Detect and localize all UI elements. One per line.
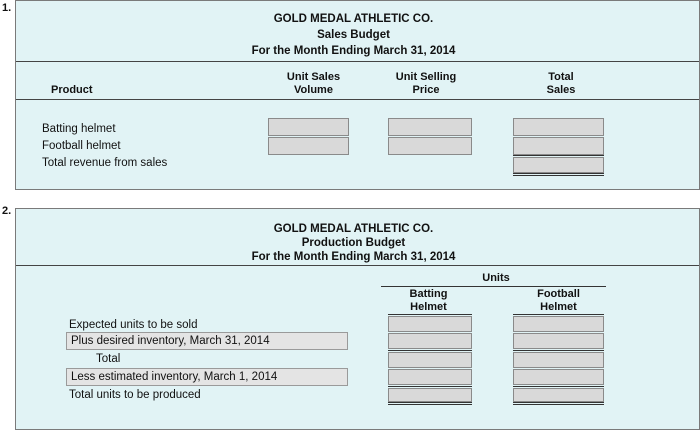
- football-subtotal-rule: [513, 350, 604, 351]
- header-divider-bottom: [16, 99, 699, 100]
- budget-period: For the Month Ending March 31, 2014: [251, 45, 456, 57]
- football-total-input[interactable]: [513, 352, 604, 368]
- question-number-1: 1.: [2, 2, 12, 14]
- batting-units-produced-input[interactable]: [388, 388, 472, 402]
- row-label-batting-helmet: Batting helmet: [42, 123, 116, 135]
- row-label-total-revenue: Total revenue from sales: [42, 157, 168, 169]
- column-header-football-helmet: Football Helmet: [537, 288, 580, 313]
- row-label-expected-units: Expected units to be sold: [69, 319, 198, 331]
- batting-volume-input[interactable]: [268, 118, 349, 136]
- column-header-product: Product: [51, 84, 93, 96]
- header-divider: [16, 265, 699, 266]
- batting-double-rule: [388, 402, 472, 405]
- batting-total-input[interactable]: [388, 352, 472, 368]
- football-double-rule: [513, 402, 604, 405]
- units-header-rule: [381, 286, 606, 287]
- column-header-unit-selling-price: Unit Selling Price: [395, 71, 457, 96]
- header-divider-top: [16, 61, 699, 62]
- budget-period: For the Month Ending March 31, 2014: [251, 251, 456, 263]
- column-header-total-sales: Total Sales: [546, 71, 576, 96]
- football-price-input[interactable]: [388, 137, 472, 155]
- column-group-header-units: Units: [482, 272, 510, 284]
- batting-estimated-inventory-input[interactable]: [388, 369, 472, 385]
- column-header-rule-football: [513, 314, 604, 315]
- batting-final-rule: [388, 386, 472, 387]
- batting-expected-units-input[interactable]: [388, 316, 472, 332]
- subtotal-rule: [513, 155, 604, 156]
- football-total-sales-input[interactable]: [513, 137, 604, 155]
- column-header-batting-helmet: Batting Helmet: [409, 288, 448, 313]
- batting-desired-inventory-input[interactable]: [388, 333, 472, 349]
- row-label-football-helmet: Football helmet: [42, 140, 121, 152]
- batting-subtotal-rule: [388, 350, 472, 351]
- total-revenue-input[interactable]: [513, 157, 604, 173]
- row-label-total: Total: [96, 353, 121, 365]
- football-units-produced-input[interactable]: [513, 388, 604, 402]
- row-label-less-estimated-inventory: Less estimated inventory, March 1, 2014: [66, 368, 348, 386]
- sales-budget-panel: [15, 0, 700, 190]
- football-estimated-inventory-input[interactable]: [513, 369, 604, 385]
- total-double-rule: [513, 173, 604, 176]
- football-desired-inventory-input[interactable]: [513, 333, 604, 349]
- batting-total-sales-input[interactable]: [513, 118, 604, 136]
- batting-price-input[interactable]: [388, 118, 472, 136]
- company-name: GOLD MEDAL ATHLETIC CO.: [273, 13, 434, 25]
- question-number-2: 2.: [2, 205, 12, 217]
- football-volume-input[interactable]: [268, 137, 349, 155]
- football-final-rule: [513, 386, 604, 387]
- row-label-total-units-produced: Total units to be produced: [69, 389, 201, 401]
- company-name: GOLD MEDAL ATHLETIC CO.: [273, 223, 434, 235]
- column-header-unit-sales-volume: Unit Sales Volume: [286, 71, 341, 96]
- budget-title: Sales Budget: [317, 29, 390, 41]
- production-budget-panel: [15, 208, 700, 430]
- budget-title: Production Budget: [301, 237, 406, 249]
- football-expected-units-input[interactable]: [513, 316, 604, 332]
- row-label-plus-desired-inventory: Plus desired inventory, March 31, 2014: [66, 332, 348, 350]
- column-header-rule-batting: [388, 314, 472, 315]
